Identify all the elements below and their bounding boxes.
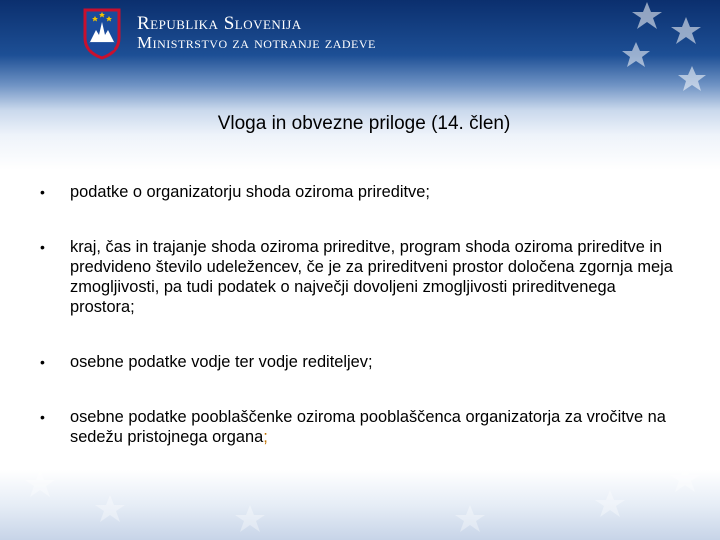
bullet-icon: • — [40, 184, 45, 200]
header — [0, 0, 720, 70]
slide-title: Vloga in obvezne priloge (14. člen) — [217, 113, 511, 134]
list-item — [40, 407, 680, 447]
list-item — [40, 352, 680, 372]
list-item — [40, 182, 680, 202]
bullet-icon: • — [40, 409, 45, 425]
ministry-name — [137, 14, 376, 52]
bullet-text: osebne podatke pooblaščenke oziroma pooblaščenca organizatorja za vročitve na sedežu pristojnega organa — [70, 408, 666, 446]
star-icon — [595, 490, 625, 517]
star-icon — [235, 505, 265, 532]
bullet-icon: • — [40, 354, 45, 370]
bullet-text: kraj, čas in trajanje shoda oziroma prireditve, program shoda oziroma prireditve in predvideno število udeležencev, če je za prireditveni prostor določena zgornja meja zmogljivosti, pa tudi podatek o največji dovoljeni zmogljivosti prireditvenega prostora; — [70, 238, 673, 316]
list-item — [40, 237, 680, 317]
ministry-line-1: Republika Slovenija — [137, 13, 302, 34]
star-icon — [670, 465, 700, 492]
ministry-line-2: Ministrstvo za notranje zadeve — [137, 33, 376, 52]
bullet-list — [40, 182, 680, 447]
star-icon — [25, 470, 55, 497]
bullet-end-punctuation: ; — [263, 428, 268, 446]
bullet-icon: • — [40, 239, 45, 255]
bullet-text: podatke o organizatorju shoda oziroma prireditve; — [70, 183, 430, 201]
bullet-text: osebne podatke vodje ter vodje rediteljev; — [70, 353, 373, 371]
coat-of-arms-logo — [82, 8, 122, 60]
star-icon — [455, 505, 485, 532]
star-icon — [95, 495, 125, 522]
